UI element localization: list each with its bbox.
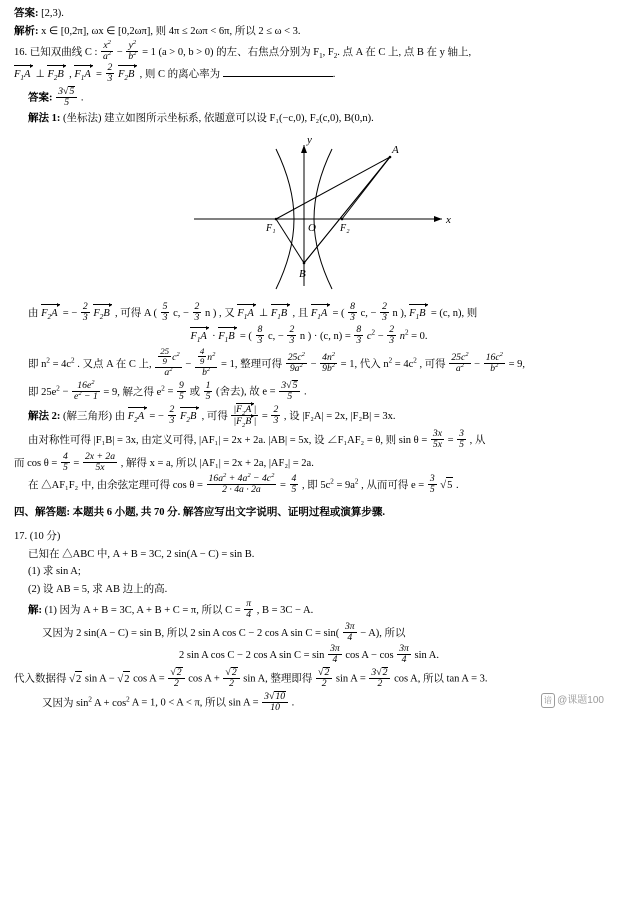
fraction-3-5: $\frac{3}{5}$ [459,427,464,450]
q16-stem-text-2: = 1 (a > 0, b > 0) 的左、右焦点分别为 $F_1$, $F_2$. 点 A 在 C 上, 点 B 在 y 轴上, [142,46,472,60]
fraction-y2-b2: $\frac{y^2}{b^2}$ [128,38,137,62]
svg-text:F₁: F₁ [266,223,276,235]
fraction-2-3-d: $\frac{2}{3}$ [382,301,387,324]
fraction-3x-5x: $\frac{3x}{5x}$ [432,427,442,450]
q16-stem-text-6: , 则 C 的离心率为 [139,69,221,81]
svg-text:O: O [308,222,316,235]
fraction-25-9-c2-a2: $\frac{25}{9}$ $c^2$ $a^2$ [155,348,181,379]
svg-text:x: x [446,214,451,227]
answer-blank [223,76,333,77]
q17-part2: (2) 设 AB = 5, 求 AB 边上的高. [28,584,168,596]
fraction-2-3-f: $\frac{2}{3}$ [389,324,395,347]
fraction-2-3-b: $\frac{2}{3}$ [82,301,88,324]
derivation-line-3: 即 $n^2 = 4c^2$ . 又点 A 在 C 上, $\frac{25}{9}$ $c^2$ $a^2$ − $\frac{4}{9}$ $n^2$ $b^2$ = 1, 整理可得 $\frac{25c^2}{9a^2}$ − $\frac{4n^2}{9b^2}$ = 1, 代入 $n^2 = 4c^2$ , 可得 $\frac{25c^2}{a^2}$ − $\frac{16c^2}{b^2}$ = 9, [28,345,525,379]
q17-solution-line3: 2 sin A cos C − 2 cos A sin C = sin $\frac{3\pi}{4}$ cos A − cos $\frac{3\pi}{4}$ sin A. [178,643,440,666]
fraction-8-3-c: $\frac{8}{3}$ [356,324,362,347]
derivation-line-4: 即 $25e^2$ − $\frac{16e^2}{e^2 - 1}$ = 9, 解之得 $e^2$ = $\frac{9}{5}$ 或 $\frac{1}{5}$ (舍去), 故 e = $\frac{3√5}{5}$ . [28,378,307,403]
fraction-25c2-a2: $\frac{25c^2}{a^2}$ [451,350,469,374]
paren-open: ( [153,308,157,320]
q16-answer-line [14,87,604,109]
q15-answer-line [14,6,604,22]
q17-part1: (1) 求 sin A; [28,566,81,578]
fraction-f2a-f2b: $\frac{|F_2A |}{|F_2B |}$ [233,404,257,430]
sqrt-5: √5 [440,477,453,494]
hyperbola-svg [154,131,464,296]
svg-text:y: y [307,134,312,147]
q16-stem-text-1: 已知双曲线 C : [29,46,98,58]
sqrt-2-a: √2 [69,671,82,688]
q17-solution-line5: 又因为 $\sin^2 A + \cos^2 A = 1$, 0 < A < π, 所以 sin A = $\frac{3√10}{10}$ . [42,691,295,714]
hyperbola-figure [14,131,604,301]
q16-solution2-line: 解法 2: (解三角形) 由 $F_2A$ = − $\frac{2}{3}$ $F_2B$ , 可得 $\frac{|F_2A |}{|F_2B |}$ = $\frac{2}{3}$ , 设 |F₂A| = 2x, |F₂B| = 3x. [28,404,396,430]
fraction-2xp2a-5x: $\frac{2x + 2a}{5x}$ [84,450,116,473]
fraction-4-5: $\frac{4}{5}$ [62,450,68,473]
q16-sol2-line4: 在 △AF₁F₂ 中, 由余弦定理可得 cos θ = $\frac{16a^2 + 4a^2 - 4c^2}{2 \cdot 4a \cdot 2a}$ = $\frac{4}{5}$ , 即 $5c^2 = 9a^2$ , 从而可得 e = $\frac{3}{5}$ √5 . [28,472,459,496]
vector-f1a-4: $F_1A$ [311,305,330,322]
sqrt-2-b: √2 [117,671,130,688]
watermark [541,693,604,709]
watermark-badge: 谙 [541,693,556,708]
fraction-3-5-b: $\frac{3}{5}$ [429,473,435,496]
q15-analysis-text: x ∈ [0,2π], ωx ∈ [0,2ωπ], 则 4π ≤ 2ωπ < 6π, 所以 2 ≤ ω < 3. [41,25,301,37]
vector-f1b-3: $F_1B$ [218,328,237,345]
q17-header [14,529,604,545]
fraction-4-5-b: $\frac{4}{5}$ [291,473,297,496]
q15-analysis-line [14,24,604,40]
answer-label: 答案: [14,8,39,19]
fraction-root2-2-c: $\frac{√2}{2}$ [316,667,332,689]
fraction-1-5: $\frac{1}{5}$ [205,379,211,402]
fraction-16e2-e2m1: $\frac{16e^2}{e^2 - 1}$ [74,378,98,402]
comma-1: , [69,69,72,81]
q17-stem: 已知在 △ABC 中, A + B = 3C, 2 sin(A − C) = sin B. [28,548,255,560]
q15-answer-value: [2,3). [41,8,64,19]
vector-f1b-2: $F_1B$ [409,305,428,322]
fraction-4-9-n2-b2: $\frac{4}{9}$ $n^2$ $b^2$ [195,348,218,379]
fraction-3root2-2: $\frac{3√2}{2}$ [369,667,390,689]
section-4-title: 四、解答题: 本题共 6 小题, 共 70 分. 解答应写出文字说明、证明过程或演算步骤. [14,506,385,518]
vector-f2a-2: $F_2A$ [128,408,147,425]
fraction-2-3-g: $\frac{2}{3}$ [169,404,175,427]
fraction-2-3-c: $\frac{2}{3}$ [194,301,200,324]
solution2-label: 解法 2: [28,411,61,423]
fraction-pi-4: $\frac{\pi}{4}$ [246,597,252,620]
paren-close: ) [212,308,217,320]
q17-solution-line2: 又因为 2 sin(A − C) = sin B, 所以 2 sin A cos C − 2 cos A sin C = sin( $\frac{3\pi}{4}$ − A), 所以 [42,620,406,643]
fraction-3pi-4-b: $\frac{3\pi}{4}$ [330,643,340,666]
fraction-cos-law: $\frac{16a^2 + 4a^2 - 4c^2}{2 \cdot 4a \cdot 2a}$ [208,472,275,496]
q16-number: 16. [14,46,28,58]
fraction-x2-a2: $\frac{x^2}{a^2}$ [103,38,112,62]
vector-f1b: $F_1B$ [271,305,290,322]
fraction-8-3-b: $\frac{8}{3}$ [257,324,263,347]
derivation-line-1: 由 $F_2A$ = − $\frac{2}{3}$ $F_2B$ , 可得 A ( $\frac{5}{3}$ c, − $\frac{2}{3}$ n ) , 又 $F_1A$ ⊥ $F_1B$ , 且 $F_1A$ = ( $\frac{8}{3}$ c, − $\frac{2}{3}$ n ), $F_1B = (c$, n), 则 [28,301,478,324]
fraction-answer: $\frac{3√5}{5}$ [56,86,77,108]
q16-sol2-line3: 而 cos θ = $\frac{4}{5}$ = $\frac{2x + 2a}{5x}$ , 解得 x = a, 所以 |AF₁| = 2x + 2a, |AF₂| = 2a. [14,450,314,473]
q16-stem [14,38,604,63]
solution1-text: (坐标法) 建立如图所示坐标系, 依题意可以设 F₁(−c,0), F₂(c,0), B(0,n). [63,113,374,124]
fraction-2-3-h: $\frac{2}{3}$ [273,404,279,427]
fraction-2-3-e: $\frac{2}{3}$ [289,324,295,347]
vector-f2b-3: $F_2B$ [93,305,112,322]
fraction-25c2-9a2: $\frac{25c^2}{9a^2}$ [287,350,305,374]
fraction-2-3: $\frac{2}{3}$ [107,62,113,85]
q17-number: 17. [14,530,28,542]
q17-solution-line4: 代入数据得 √2 sin A − √2 cos A = $\frac{√2}{2}$ cos A + $\frac{√2}{2}$ sin A, 整理即得 $\frac{√2}{2}$ sin A = $\frac{3√2}{2}$ cos A, 所以 tan A = 3. [14,667,488,690]
perp-sign: ⊥ [35,69,45,81]
q16-solution1-line [14,111,604,127]
minus-sign: − [116,46,123,58]
equals-1: = [96,69,102,81]
solution1-label: 解法 1: [28,113,61,124]
vector-f1a: $F_1A$ [14,66,33,83]
fraction-3pi-4-c: $\frac{3\pi}{4}$ [399,643,409,666]
fraction-4n2-9b2: $\frac{4n^2}{9b^2}$ [322,350,336,374]
q16-sol2-line2: 由对称性可得 |F₁B| = 3x, 由定义可得, |AF₁| = 2x + 2a. |AB| = 5x, 设 ∠F₁AF₂ = θ, 则 sin θ = $\frac{3x}{5x}$ = $\frac{3}{5}$ , 从 [28,427,486,450]
fraction-3pi-4: $\frac{3\pi}{4}$ [344,620,355,643]
vector-f2b-2: $F_2B$ [118,66,137,83]
analysis-label: 解析: [14,25,39,37]
fraction-16c2-b2: $\frac{16c^2}{b^2}$ [485,350,503,374]
vector-f1a-2: $F_1A$ [74,66,93,83]
vector-f1a-5: $F_1A$ [190,328,209,345]
svg-text:F₂: F₂ [340,223,350,235]
svg-text:A: A [392,144,399,157]
q16-stem-line2: $F_1A$ ⊥ $F_2B$ , $F_1A$ = $\frac{2}{3}$ $F_2B$ , 则 C 的离心率为 . [14,62,336,85]
vector-f2a: $F_2A$ [41,305,60,322]
vector-f2b: $F_2B$ [47,66,66,83]
fraction-3root5-5: $\frac{3√5}{5}$ [279,380,300,402]
derivation-line-2: $F_1A \cdot F_1B$ = ( $\frac{8}{3}$ c, − $\frac{2}{3}$ n ) · (c, n) = $\frac{8}{3}$ $c^2$ − $\frac{2}{3}$ $n^2 = 0$. [190,324,428,347]
solution-label: 解: [28,604,42,616]
vector-f1a-3: $F_1A$ [237,305,256,322]
fraction-root2-2-a: $\frac{√2}{2}$ [168,667,184,689]
fraction-root2-2-b: $\frac{√2}{2}$ [223,667,239,689]
period: . [80,92,84,104]
watermark-text: @课题100 [557,695,604,707]
q17-points: (10 分) [29,530,61,542]
fraction-9-5: $\frac{9}{5}$ [179,379,184,402]
fraction-5-3: $\frac{5}{3}$ [162,301,168,324]
q17-solution-line1: 解: (1) 因为 A + B = 3C, A + B + C = π, 所以 C = $\frac{\pi}{4}$ , B = 3C − A. [28,597,314,620]
answer-label-2: 答案: [28,92,53,104]
svg-text:B: B [299,268,306,281]
fraction-3root10-10: $\frac{3√10}{10}$ [262,691,288,713]
fraction-8-3: $\frac{8}{3}$ [350,301,355,324]
vector-f2b-4: $F_2B$ [180,408,199,425]
